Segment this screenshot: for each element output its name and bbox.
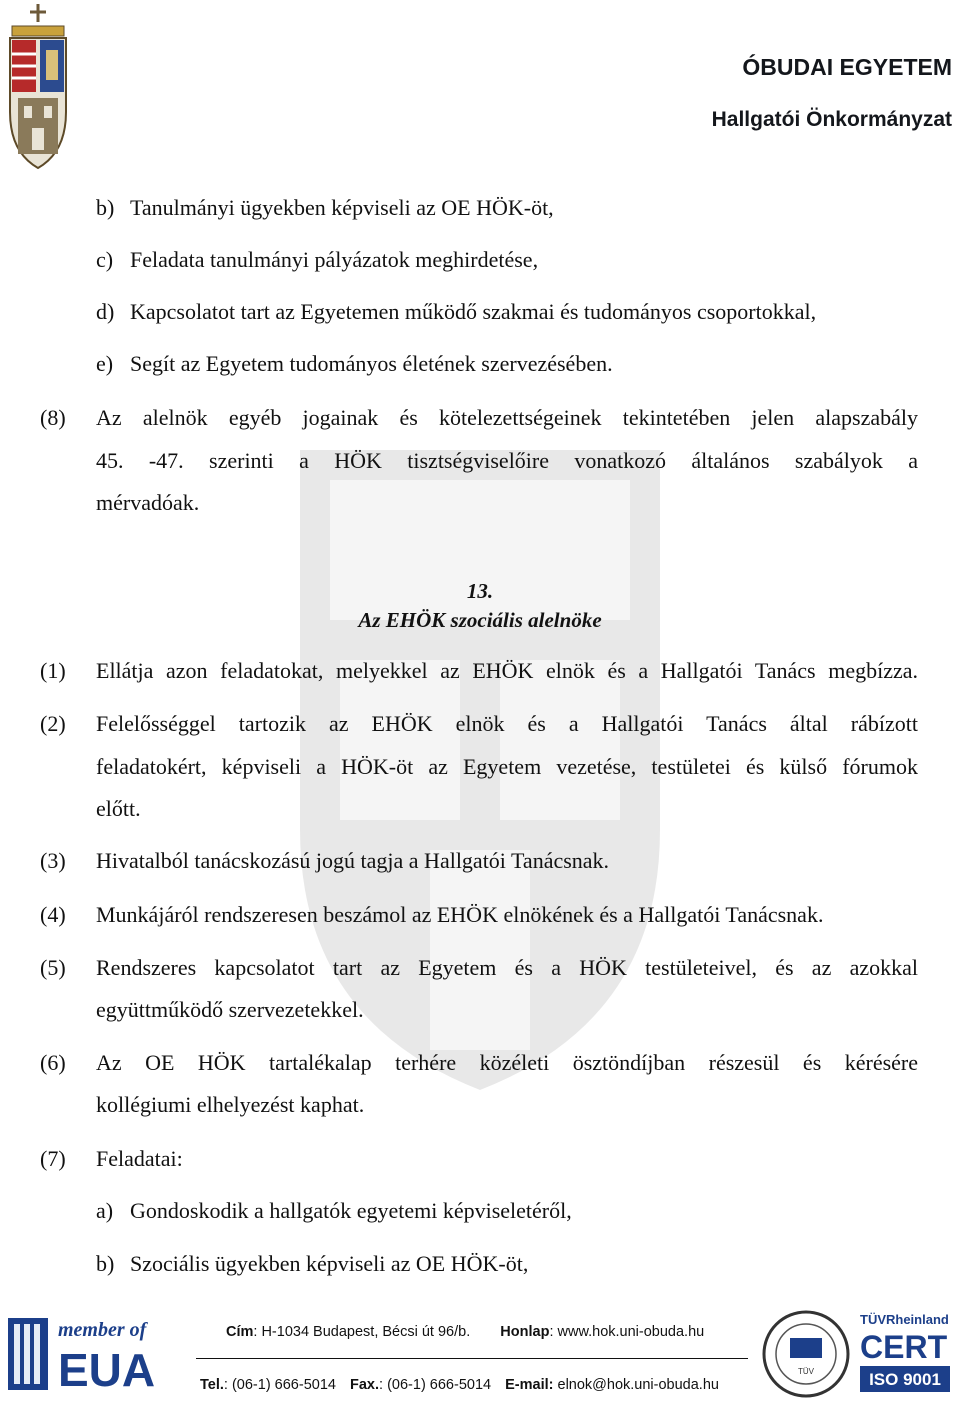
website-label: Honlap	[500, 1324, 550, 1340]
paragraph-number: (6)	[40, 1050, 66, 1075]
paragraph-line: Munkájáról rendszeresen beszámol az EHÖK elnökének és a Hallgatói Tanácsnak.	[96, 902, 824, 927]
paragraph-number: (5)	[40, 955, 66, 980]
address-label: Cím	[226, 1324, 254, 1340]
paragraph-line: Az OE HÖK tartalékalap terhére közéleti ösztöndíjban részesül és kérésére	[96, 1050, 918, 1075]
website-value: : www.hok.uni-obuda.hu	[549, 1324, 705, 1340]
paragraph-number: (4)	[40, 902, 66, 927]
paragraph-line: Rendszeres kapcsolatot tart az Egyetem és a HÖK testületeivel, és az azokkal	[96, 955, 918, 980]
paragraph-line: feladatokért, képviseli a HÖK-öt az Egyetem vezetése, testületei és külső fórumok	[96, 754, 918, 779]
paragraph-line: Felelősséggel tartozik az EHÖK elnök és a Hallgatói Tanács által rábízott	[96, 711, 918, 736]
eua-member-logo	[4, 1312, 184, 1396]
paragraph-line: előtt.	[96, 796, 141, 821]
tuv-cert-iso-logo	[760, 1308, 956, 1400]
paragraph-line: együttműködő szervezetekkel.	[96, 997, 364, 1022]
paragraph-number: (3)	[40, 848, 66, 873]
svg-text:EUA: EUA	[58, 1344, 156, 1396]
footer-address-row	[226, 1324, 704, 1340]
footer-divider	[196, 1358, 748, 1359]
email-label: E-mail:	[505, 1377, 554, 1393]
paragraph-line: Ellátja azon feladatokat, melyekkel az EHÖK elnök és a Hallgatói Tanács megbízza.	[96, 658, 918, 683]
list-item: b) Szociális ügyekben képviseli az OE HÖK-öt,	[96, 1251, 529, 1276]
paragraph-number: (7)	[40, 1146, 66, 1171]
paragraph-line: 45. -47. szerinti a HÖK tisztségviselőire vonatkozó általános szabályok a	[96, 448, 918, 473]
svg-text:TÜVRheinland: TÜVRheinland	[860, 1312, 949, 1327]
paragraph-number: (1)	[40, 658, 66, 683]
fax-label: Fax.	[350, 1377, 380, 1393]
section-number: 13.	[466, 579, 494, 603]
list-item: c) Feladata tanulmányi pályázatok meghirdetése,	[96, 247, 539, 272]
header-subtitle: Hallgatói Önkormányzat	[711, 108, 952, 131]
paragraph-line: kollégiumi elhelyezést kaphat.	[96, 1092, 365, 1117]
list-item: d) Kapcsolatot tart az Egyetemen működő szakmai és tudományos csoportokkal,	[96, 299, 817, 324]
email-value: elnok@hok.uni-obuda.hu	[553, 1377, 719, 1393]
paragraph-number: (8)	[40, 405, 66, 430]
list-item: e) Segít az Egyetem tudományos életének szervezésében.	[96, 351, 613, 376]
list-item: b) Tanulmányi ügyekben képviseli az OE HÖK-öt,	[96, 195, 554, 220]
address-value: : H-1034 Budapest, Bécsi út 96/b.	[253, 1324, 471, 1340]
university-crest-logo	[2, 2, 74, 170]
paragraph-line: Hivatalból tanácskozású jogú tagja a Hallgatói Tanácsnak.	[96, 848, 610, 873]
phone-value: : (06-1) 666-5014	[223, 1377, 336, 1393]
fax-value: : (06-1) 666-5014	[379, 1377, 492, 1393]
paragraph-number: (2)	[40, 711, 66, 736]
svg-text:CERT: CERT	[860, 1329, 948, 1365]
section-title: Az EHÖK szociális alelnöke	[358, 608, 602, 632]
paragraph-line: mérvadóak.	[96, 490, 200, 515]
paragraph-line: Az alelnök egyéb jogainak és kötelezettségeinek tekintetében jelen alapszabály	[96, 405, 918, 430]
svg-text:member of: member of	[58, 1319, 147, 1341]
header-title: ÓBUDAI EGYETEM	[742, 54, 952, 80]
svg-text:TÜV: TÜV	[798, 1367, 814, 1376]
paragraph-line: Feladatai:	[96, 1146, 183, 1171]
footer-contact-row	[200, 1377, 719, 1393]
svg-text:ISO 9001: ISO 9001	[869, 1370, 941, 1389]
phone-label: Tel.	[200, 1377, 224, 1393]
list-item: a) Gondoskodik a hallgatók egyetemi képviseletéről,	[96, 1198, 572, 1223]
